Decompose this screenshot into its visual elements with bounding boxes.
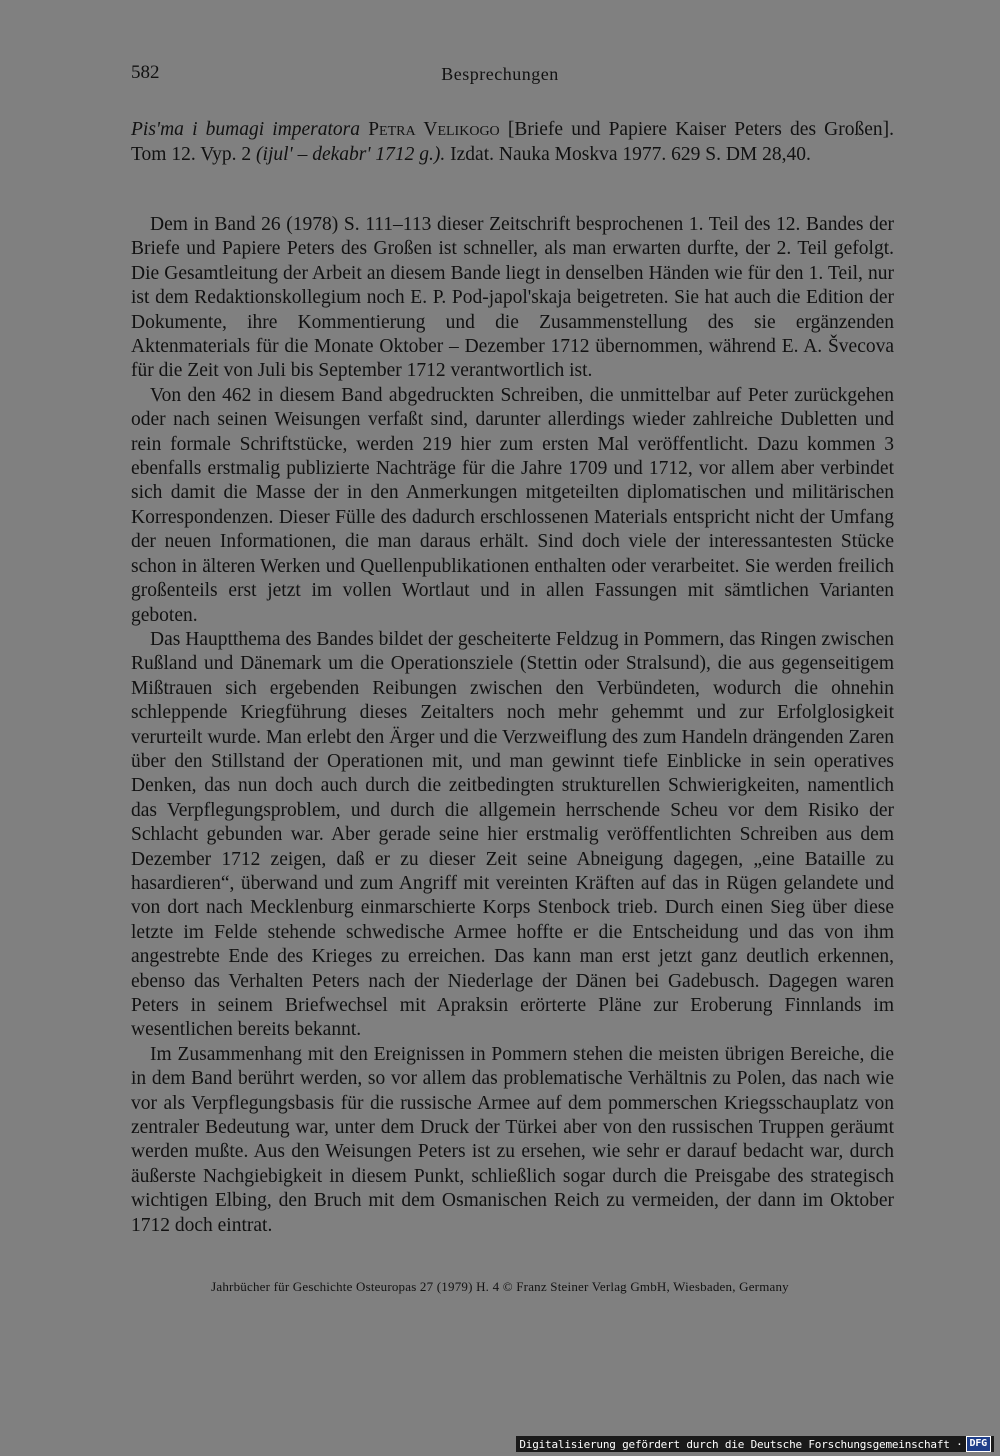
running-title: Besprechungen (441, 64, 559, 84)
watermark-text: Digitalisierung gefördert durch die Deutsche Forschungsgemeinschaft · (519, 1437, 963, 1451)
book-title: Pis'ma i bumagi imperatora (131, 119, 361, 140)
book-author: Petra Velikogo (368, 119, 500, 140)
journal-footer: Jahrbücher für Geschichte Osteuropas 27 (1979) H. 4 © Franz Steiner Verlag GmbH, Wiesbaden, Germany (211, 1279, 789, 1294)
book-translation: [Briefe und Papiere Kaiser Peters des Großen]. Tom 12. Vyp. 2 (131, 119, 895, 165)
book-publication: Izdat. Nauka Moskva 1977. 629 S. DM 28,40. (450, 143, 811, 165)
paragraph-3: Das Hauptthema des Bandes bildet der gescheiterte Feldzug in Pommern, das Ringen zwischen Rußland und Dänemark um die Operationsziele (Stettin oder Stralsund), die aus gegenseitigem Mißtrauen sich ergebenden Reibungen zwischen den Verbündeten, wodurch die ohnehin schleppende Kriegführung dieses Zeitalters noch mehr gehemmt und zur Erfolglosigkeit verurteilt wurde. Man erlebt den Ärger und die Verzweiflung des zum Handeln drängenden Zaren über den Stillstand der Operationen mit, und man gewinnt tiefe Einblicke in sein operatives Denken, das nun doch auch durch die zeitbedingten strukturellen Schwierigkeiten, namentlich das Verpflegungsproblem, und durch die allgemein herrschende Scheu vor dem Risiko der Schlacht gebunden war. Aber gerade seine hier erstmalig veröffentlichten Schreiben aus dem Dezember 1712 zeigen, daß er zu dieser Zeit seine Abneigung dagegen, „eine Bataille zu hasardieren“, überwand und zum Angriff mit vereinten Kräften auf das in Rügen gelandete und von dort nach Mecklenburg einmarschierte Korps Stenbock trieb. Durch einen Sieg über diese letzte im Felde stehende schwedische Armee hoffte er die Entscheidung und das von ihm angestrebte Ende des Krieges zu erreichen. Das kann man erst jetzt ganz deutlich erkennen, ebenso das Verhalten Peters nach der Niederlage der Dänen bei Gadebusch. Dagegen waren Peters in seinem Briefwechsel mit Apraksin erörterte Pläne zur Eroberung Finnlands im wesentlichen bereits bekannt. (131, 628, 894, 1041)
paragraph-2: Von den 462 in diesem Band abgedruckten Schreiben, die unmittelbar auf Peter zurückgehen oder nach seinen Weisungen verfaßt sind, darunter allerdings wieder zahlreiche Dubletten und rein formale Schriftstücke, werden 219 hier zum ersten Mal veröffentlicht. Dazu kommen 3 ebenfalls erstmalig publizierte Nachträge für die Jahre 1709 und 1712, vor allem aber verbindet sich damit die Masse der in den Anmerkungen mitgeteilten diplomatischen und militärischen Korrespondenzen. Dieser Fülle des dadurch erschlossenen Materials entspricht nicht der Umfang der neuen Informationen, die man daraus erhält. Sind doch viele der interessantesten Stücke schon in älteren Werken und Quellenpublikationen enthalten oder verarbeitet. Sie werden freilich großenteils erst jetzt im vollen Wortlaut und in allen Fassungen mit sämtlichen Varianten geboten. (131, 384, 894, 626)
paragraph-1: Dem in Band 26 (1978) S. 111–113 dieser Zeitschrift besprochenen 1. Teil des 12. Bandes der Briefe und Papiere Peters des Großen ist schneller, als man erwarten durfte, der 2. Teil gefolgt. Die Gesamtleitung der Arbeit an diesem Bande liegt in denselben Händen wie für den 1. Teil, nur ist dem Redaktionskollegium noch E. P. Pod-japol'skaja beigetreten. Sie hat auch die Edition der Dokumente, ihre Kommentierung und die Zusammenstellung des sie ergänzenden Aktenmaterials für die Monate Oktober – Dezember 1712 übernommen, während E. A. Švecova für die Zeit von Juli bis September 1712 verantwortlich ist. (131, 214, 894, 382)
book-reference (131, 118, 894, 167)
page-number: 582 (131, 62, 160, 83)
book-period: (ijul' – dekabr' 1712 g.). (256, 143, 446, 165)
digitization-watermark (516, 1436, 994, 1452)
dfg-logo-icon: DFG (966, 1436, 991, 1452)
paragraph-4: Im Zusammenhang mit den Ereignissen in Pommern stehen die meisten übrigen Bereiche, die in dem Band berührt werden, so vor allem das problematische Verhältnis zu Polen, das nach wie vor als Verpflegungsbasis für die russische Armee auf dem pommerschen Kriegsschauplatz von zentraler Bedeutung war, unter dem Druck der Türkei aber von den russischen Truppen geräumt werden mußte. Aus den Weisungen Peters ist zu ersehen, wie sehr er darauf bedacht war, durch äußerste Nachgiebigkeit in diesem Punkt, schließlich sogar durch die Preisgabe des strategisch wichtigen Elbing, den Bruch mit dem Osmanischen Reich zu vermeiden, der dann im Oktober 1712 doch eintrat. (131, 1043, 894, 1236)
review-body (131, 213, 894, 1238)
